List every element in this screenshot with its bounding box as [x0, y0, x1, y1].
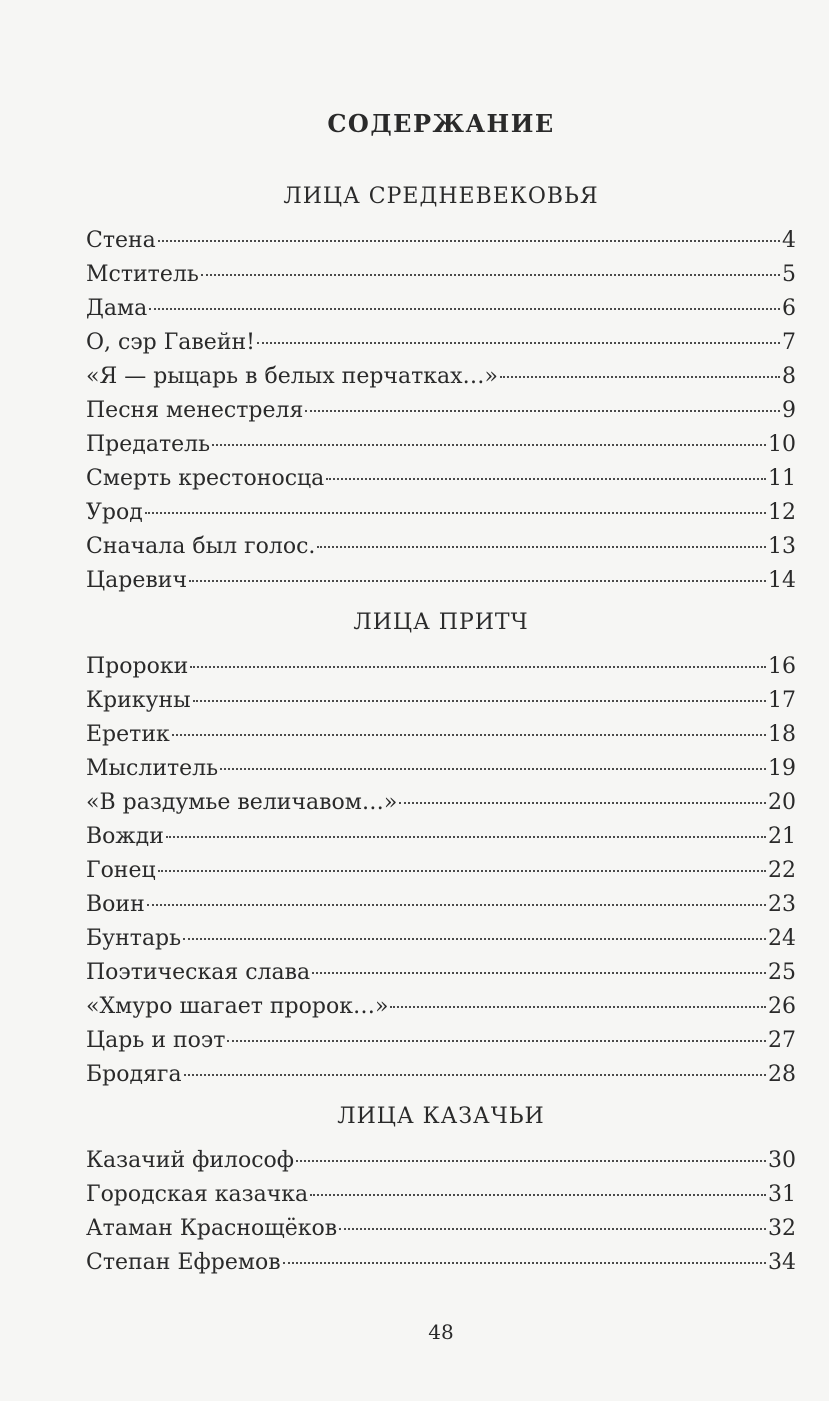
toc-entry-page: 17 — [768, 688, 796, 713]
toc-entry — [86, 1058, 796, 1092]
dot-leader — [183, 938, 766, 940]
dot-leader — [399, 802, 766, 804]
dot-leader — [193, 700, 766, 702]
toc-entry-title: «В раздумье величавом…» — [86, 790, 398, 815]
toc-entry-title: Казачий философ — [86, 1148, 295, 1173]
toc-entry — [86, 258, 796, 292]
toc-entry — [86, 854, 796, 888]
dot-leader — [201, 274, 780, 276]
toc-entry-page: 25 — [768, 960, 796, 985]
toc-entry — [86, 888, 796, 922]
toc-entry-page: 34 — [768, 1250, 796, 1275]
dot-leader — [145, 512, 766, 514]
dot-leader — [390, 1006, 766, 1008]
toc-entry — [86, 1178, 796, 1212]
section-heading-cossack: ЛИЦА КАЗАЧЬИ — [337, 1104, 545, 1129]
toc-entry-title: «Хмуро шагает пророк…» — [86, 994, 389, 1019]
toc-entry — [86, 564, 796, 598]
toc-list-medieval — [86, 224, 796, 598]
toc-entry — [86, 428, 796, 462]
toc-entry-title: О, сэр Гавейн! — [86, 330, 255, 355]
toc-entry-page: 24 — [768, 926, 796, 951]
toc-entry — [86, 1144, 796, 1178]
toc-entry-title: Царь и поэт — [86, 1028, 226, 1053]
dot-leader — [147, 904, 766, 906]
toc-entry — [86, 394, 796, 428]
toc-entry-page: 22 — [768, 858, 796, 883]
toc-entry-page: 6 — [782, 296, 796, 321]
section-heading-parables: ЛИЦА ПРИТЧ — [353, 610, 529, 635]
dot-leader — [310, 1194, 766, 1196]
section-heading-medieval: ЛИЦА СРЕДНЕВЕКОВЬЯ — [283, 184, 599, 209]
dot-leader — [257, 342, 780, 344]
toc-entry-page: 11 — [768, 466, 796, 491]
toc-entry-title: Крикуны — [86, 688, 191, 713]
dot-leader — [227, 1040, 766, 1042]
dot-leader — [220, 768, 766, 770]
toc-entry-title: Степан Ефремов — [86, 1250, 281, 1275]
dot-leader — [317, 546, 766, 548]
toc-entry-page: 18 — [768, 722, 796, 747]
toc-entry-page: 12 — [768, 500, 796, 525]
toc-entry-page: 7 — [782, 330, 796, 355]
dot-leader — [166, 836, 766, 838]
toc-entry-title: Воин — [86, 892, 145, 917]
toc-entry-title: Гонец — [86, 858, 156, 883]
dot-leader — [212, 444, 766, 446]
toc-entry-page: 27 — [768, 1028, 796, 1053]
toc-entry-page: 32 — [768, 1216, 796, 1241]
toc-entry-title: Еретик — [86, 722, 170, 747]
toc-entry — [86, 1246, 796, 1280]
toc-entry-page: 10 — [768, 432, 796, 457]
page-title: СОДЕРЖАНИЕ — [327, 109, 555, 138]
dot-leader — [326, 478, 766, 480]
toc-entry — [86, 224, 796, 258]
toc-entry-page: 9 — [782, 398, 796, 423]
toc-entry-page: 19 — [768, 756, 796, 781]
toc-entry-title: Урод — [86, 500, 143, 525]
toc-entry-title: «Я — рыцарь в белых перчатках…» — [86, 364, 498, 389]
toc-entry — [86, 922, 796, 956]
dot-leader — [283, 1262, 766, 1264]
dot-leader — [158, 240, 780, 242]
toc-entry-title: Пророки — [86, 654, 189, 679]
toc-entry — [86, 990, 796, 1024]
toc-entry-page: 5 — [782, 262, 796, 287]
toc-entry-page: 23 — [768, 892, 796, 917]
toc-entry — [86, 956, 796, 990]
page-number: 48 — [428, 1320, 454, 1344]
toc-entry — [86, 1024, 796, 1058]
toc-entry — [86, 786, 796, 820]
toc-entry — [86, 820, 796, 854]
toc-entry-page: 8 — [782, 364, 796, 389]
toc-entry — [86, 650, 796, 684]
toc-entry-title: Мститель — [86, 262, 199, 287]
dot-leader — [312, 972, 766, 974]
toc-entry-page: 4 — [782, 228, 796, 253]
dot-leader — [339, 1228, 766, 1230]
toc-entry-title: Мыслитель — [86, 756, 219, 781]
toc-entry — [86, 496, 796, 530]
toc-entry — [86, 530, 796, 564]
toc-list-parables — [86, 650, 796, 1092]
toc-entry-title: Городская казачка — [86, 1182, 309, 1207]
toc-entry-page: 13 — [768, 534, 796, 559]
toc-entry-title: Атаман Краснощёков — [86, 1216, 338, 1241]
toc-entry — [86, 1212, 796, 1246]
toc-entry — [86, 360, 796, 394]
toc-entry-title: Песня менестреля — [86, 398, 304, 423]
toc-entry-page: 14 — [768, 568, 796, 593]
toc-entry-title: Бродяга — [86, 1062, 182, 1087]
dot-leader — [305, 410, 780, 412]
toc-entry — [86, 718, 796, 752]
dot-leader — [184, 1074, 766, 1076]
dot-leader — [190, 666, 766, 668]
toc-entry-page: 16 — [768, 654, 796, 679]
toc-entry-title: Предатель — [86, 432, 211, 457]
toc-entry-title: Сначала был голос. — [86, 534, 316, 559]
toc-entry — [86, 684, 796, 718]
dot-leader — [172, 734, 766, 736]
toc-entry-page: 28 — [768, 1062, 796, 1087]
toc-entry-title: Царевич — [86, 568, 187, 593]
toc-entry — [86, 462, 796, 496]
toc-entry-page: 31 — [768, 1182, 796, 1207]
toc-entry — [86, 752, 796, 786]
toc-entry-title: Смерть крестоносца — [86, 466, 325, 491]
toc-entry-title: Поэтическая слава — [86, 960, 311, 985]
dot-leader — [149, 308, 780, 310]
toc-entry-page: 20 — [768, 790, 796, 815]
toc-entry-title: Вожди — [86, 824, 164, 849]
toc-list-cossack — [86, 1144, 796, 1280]
dot-leader — [500, 376, 780, 378]
toc-entry-page: 21 — [768, 824, 796, 849]
toc-entry — [86, 326, 796, 360]
dot-leader — [158, 870, 766, 872]
toc-entry-title: Дама — [86, 296, 148, 321]
toc-page — [86, 0, 796, 1401]
toc-entry-page: 30 — [768, 1148, 796, 1173]
dot-leader — [189, 580, 766, 582]
toc-entry-title: Стена — [86, 228, 156, 253]
dot-leader — [296, 1160, 766, 1162]
toc-entry-page: 26 — [768, 994, 796, 1019]
toc-entry-title: Бунтарь — [86, 926, 182, 951]
toc-entry — [86, 292, 796, 326]
